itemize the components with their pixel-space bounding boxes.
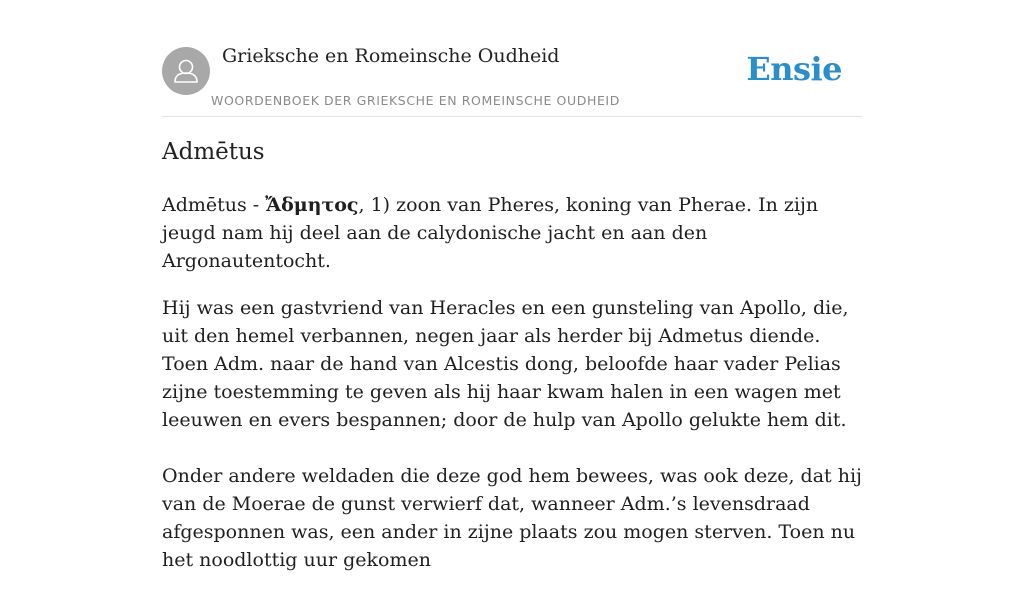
intro-text: , 1) zoon van Pheres, koning van Pherae. In zijn jeugd nam hij deel aan de calydonische jacht en aan den Argonautentocht.: [162, 194, 819, 272]
page-container: [162, 0, 862, 571]
avatar[interactable]: [162, 47, 210, 95]
site-title[interactable]: Grieksche en Romeinsche Oudheid: [222, 45, 560, 67]
brand-logo[interactable]: Ensie: [746, 50, 842, 88]
greek-term: Ἄδμητος: [265, 194, 359, 216]
site-header: [162, 0, 862, 117]
user-icon: [162, 47, 210, 95]
site-subtitle: WOORDENBOEK DER GRIEKSCHE EN ROMEINSCHE OUDHEID: [211, 93, 620, 108]
page-title: Admētus: [162, 139, 265, 165]
intro-term: Admētus -: [162, 194, 266, 216]
paragraph-intro: [162, 191, 867, 275]
article-body: [162, 191, 867, 593]
paragraph-2: Hij was een gastvriend van Heracles en een gunsteling van Apollo, die, uit den hemel verbannen, negen jaar als herder bij Admetus diende. Toen Adm. naar de hand van Alcestis dong, beloofde haar vader Pelias zijne toestemming te geven als hij haar kwam halen in een wagen met leeuwen en evers bespannen; door de hulp van Apollo gelukte hem dit.: [162, 297, 849, 431]
paragraph-3: Onder andere weldaden die deze god hem bewees, was ook deze, dat hij van de Moerae de gunst verwierf dat, wanneer Adm.’s levensdraad afgesponnen was, een ander in zijne plaats zou mogen sterven. Toen nu het noodlottig uur gekomen: [162, 465, 862, 571]
